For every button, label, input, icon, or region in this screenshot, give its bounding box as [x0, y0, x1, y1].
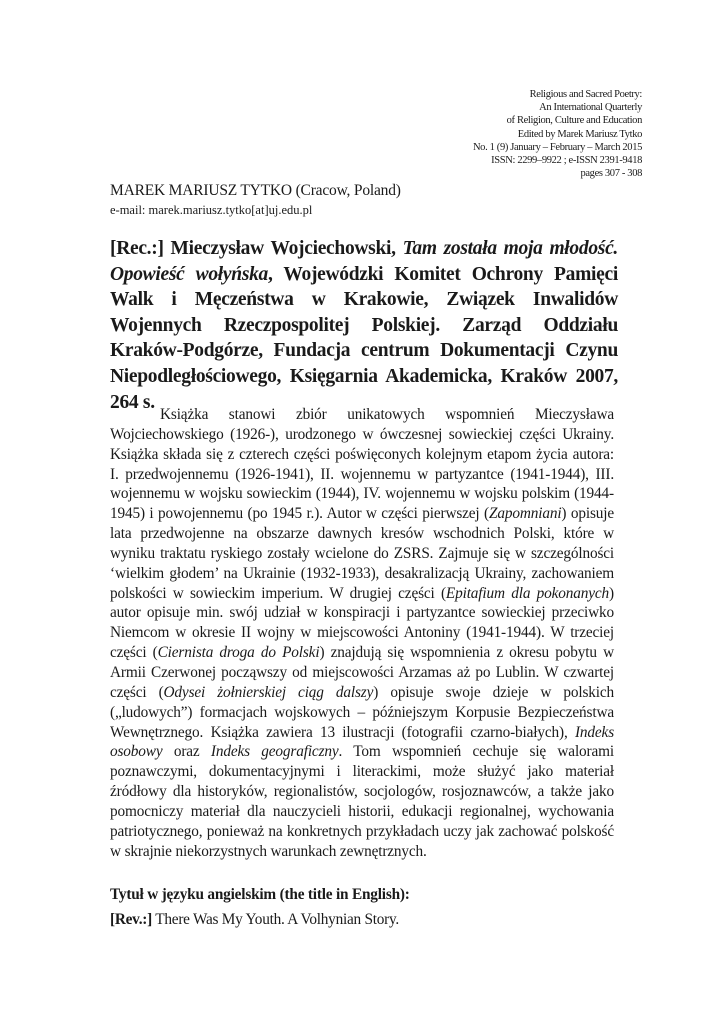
english-title-heading: Tytuł w języku angielskim (the title in English):	[110, 886, 410, 903]
journal-line: Edited by Marek Mariusz Tytko	[517, 128, 642, 140]
english-title-label: [Rev.:]	[110, 911, 152, 928]
review-body	[110, 405, 614, 861]
review-title	[110, 236, 618, 415]
review-title-prefix: [Rec.:] Mieczysław Wojciechowski,	[110, 238, 403, 259]
journal-line: No. 1 (9) January – February – March 2015	[472, 141, 642, 153]
author-name: MAREK MARIUSZ TYTKO (Cracow, Poland)	[110, 182, 401, 199]
body-text: ) opisuje swoje dzieje w polskich („ludowych”) formacjach wojskowych – późniejszym Korpusie Bezpieczeństwa Wewnętrznego. Książka zawiera 13 ilustracji (fotografii czarno-białych),	[110, 683, 615, 741]
review-title-rest: , Wojewódzki Komitet Ochrony Pamięci Walk i Męczeństwa w Krakowie, Związek Inwalidów Wojennych Rzeczpospolitej Polskiej. Zarząd Oddziału Kraków-Podgórze, Fundacja centrum Dokumentacji Czynu Niepodległościowego, Księgarnia Akademicka, Kraków 2007, 264 s.	[110, 263, 618, 413]
body-italic: Odysei żołnierskiej ciąg dalszy	[163, 683, 374, 701]
journal-line: of Religion, Culture and Education	[506, 115, 642, 127]
body-paragraph	[110, 405, 614, 861]
journal-line: Religious and Sacred Poetry:	[529, 89, 642, 100]
english-title	[110, 911, 399, 929]
body-italic: Zapomniani	[488, 505, 562, 523]
body-text: Książka stanowi zbiór unikatowych wspomnień Mieczysława Wojciechowskiego (1926-), urodzonego w ówczesnej sowieckiej części Ukrainy. Książka składa się z czterech części poświęconych kolejnym etapom życia autora: I. przedwojennemu (1926-1941), II. wojennemu w partyzantce (1941-1944), III. wojennemu w wojsku sowieckim (1944), IV. wojennemu w wojsku polskim (1944-1945) i powojennemu (po 1945 r.). Autor w części pierwszej (	[110, 406, 614, 523]
body-text: ) opisuje lata przedwojenne na obszarze dawnych kresów wschodnich Polski, które w wyniku traktatu ryskiego zostały wcielone do ZSRS. Zajmuje się w szczególności ‘wielkim głodem’ na Ukrainie (1932-1933), desakralizacją Ukrainy, zachowaniem polskości w sowieckim imperium. W drugiej części (	[110, 505, 614, 602]
body-text: ) znajdują się wspomnienia z okresu pobytu w Armii Czerwonej począwszy od miejscowości Arzamas aż po Lublin. W czwartej części (	[110, 644, 614, 701]
english-title-text: There Was My Youth. A Volhynian Story.	[152, 911, 399, 928]
review-book-title: Tam została moja młodość. Opowieść wołyńska	[110, 238, 618, 285]
body-text: . Tom wspomnień cechuje się walorami poznawczymi, dokumentacyjnymi i literackimi, może służyć jako materiał źródłowy dla historyków, regionalistów, socjologów, rosjoznawców, a także jako pomocniczy materiał dla nauczycieli historii, edukacji regionalnej, wychowania patriotycznego, ponieważ na konkretnych przykładach uczy jak zachować polskość w skrajnie niekorzystnych warunkach zewnętrznych.	[110, 743, 614, 860]
body-italic: Indeks geograficzny	[210, 743, 339, 761]
journal-line: An International Quarterly	[539, 102, 642, 114]
journal-line: pages 307 - 308	[580, 168, 642, 180]
body-text: oraz	[162, 743, 211, 761]
author-email: e-mail: marek.mariusz.tytko[at]uj.edu.pl	[110, 203, 313, 217]
body-text: ) autor opisuje min. swój udział w konspiracji i partyzantce sowieckiej przeciwko Niemcom w okresie II wojny w miejscowości Antoniny (1941-1944). W trzeciej części (	[110, 584, 614, 662]
body-italic: Epitafium dla pokonanych	[445, 584, 610, 602]
body-italic: Indeks osobowy	[110, 723, 614, 761]
journal-line: ISSN: 2299–9922 ; e-ISSN 2391-9418	[491, 155, 642, 167]
body-italic: Ciernista droga do Polski	[157, 644, 320, 662]
journal-header	[473, 88, 642, 180]
